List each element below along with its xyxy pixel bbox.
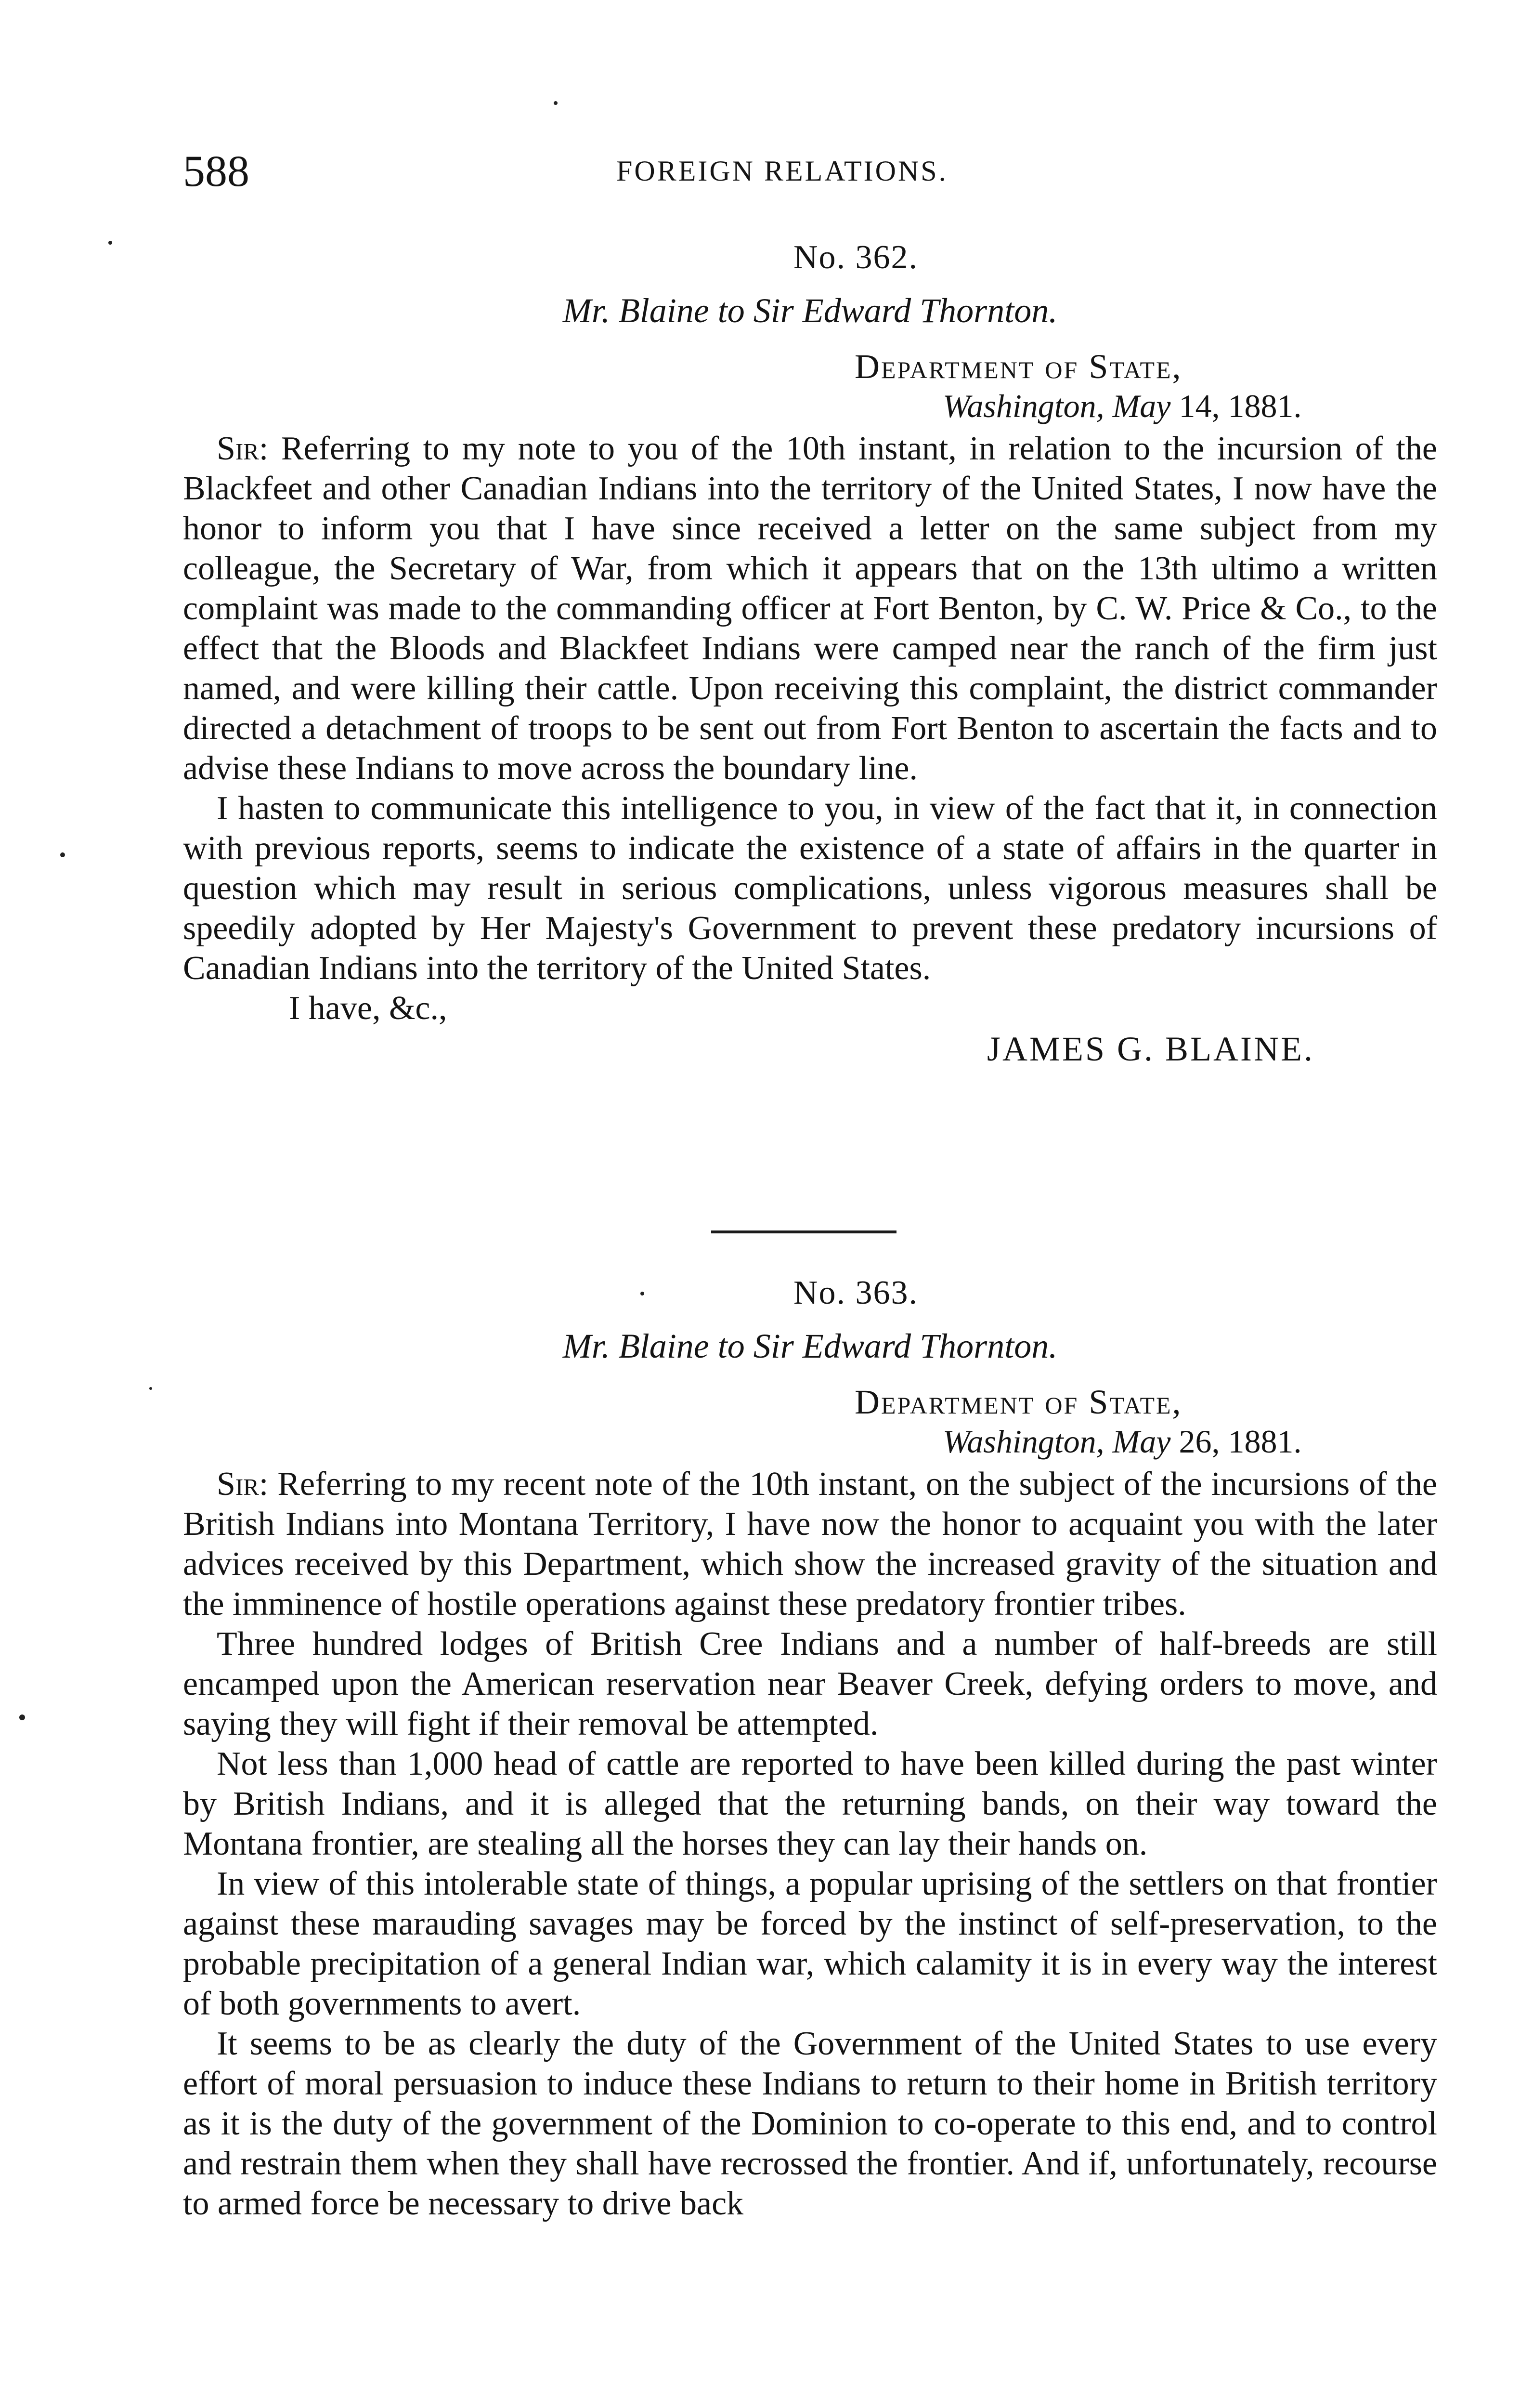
document-heading: Mr. Blaine to Sir Edward Thornton. [562,291,1058,330]
dateline [183,1382,1437,1461]
date-day-year: 26, 1881. [1179,1423,1302,1460]
department-line: Department of State, [855,1383,1182,1421]
paragraph-text: Referring to my note to you of the 10th instant, in relation to the incursion of the Blackfeet and other Canadian Indians into the territory of the United States, I now have the honor to inform you that I have since received a letter on the same subject from my colleague, the Secretary of War, from which it appears that on the 13th ultimo a written complaint was made to the commanding officer at Fort Benton, by C. W. Price & Co., to the effect that the Bloods and Blackfeet Indians were camped near the ranch of the firm just named, and were killing their cattle. Upon receiving this complaint, the district commander directed a detachment of troops to be sent out from Fort Benton to ascertain the facts and to advise these Indians to move across the boundary line. [183,430,1438,787]
running-head [183,144,1435,197]
running-title: FOREIGN RELATIONS. [616,155,948,187]
place-date-line [183,386,1437,426]
paragraph: Three hundred lodges of British Cree Indians and a number of half-breeds are still encamped upon the American reservation near Beaver Creek, defying orders to move, and saying they will fight if their removal be attempted. [183,1625,1437,1742]
date-day-year: 14, 1881. [1179,388,1302,424]
scan-speck [60,852,65,857]
scan-speck [108,241,112,245]
department-line: Department of State, [855,347,1182,386]
place-name: Washington, [943,1423,1104,1460]
scan-speck [149,1387,152,1390]
place-name: Washington, [943,388,1104,424]
letter-body [183,429,1437,988]
place-date-line [183,1422,1437,1461]
page-number: 588 [183,146,249,196]
salutation: Sir: [217,430,269,467]
paragraph: It seems to be as clearly the duty of the Government of the United States to use every effort of moral persuasion to induce these Indians to return to their home in British territory as it is the duty of the government of the Dominion to co-operate to this end, and to control and restrain them when they shall have recrossed the frontier. And if, unfortunately, recourse to armed force be necessary to drive back [183,2025,1437,2222]
paragraph: In view of this intolerable state of things, a popular uprising of the settlers on that frontier against these marauding savages may be forced by the instinct of self-preservation, to the probable precipitation of a general Indian war, which calamity it is in every way the interest of both governments to avert. [183,1865,1437,2022]
document-number: No. 363. [793,1274,919,1311]
paragraph: I hasten to communicate this intelligence to you, in view of the fact that it, in connection with previous reports, seems to indicate the existence of a state of affairs in the quarter in question which may result in serious complications, unless vigorous measures shall be speedily adopted by Her Majesty's Government to prevent these predatory incursions of Canadian Indians into the territory of the United States. [183,790,1437,987]
date-month: May [1112,1423,1171,1460]
salutation: Sir: [217,1466,269,1503]
paragraph: Not less than 1,000 head of cattle are reported to have been killed during the past winter by British Indians, and it is alleged that the returning bands, on their way toward the Montana frontier, are stealing all the horses they can lay their hands on. [183,1745,1437,1862]
paragraph-text: Referring to my recent note of the 10th instant, on the subject of the incursions of the British Indians into Montana Territory, I have now the honor to acquaint you with the later advices received by this Department, which show the increased gravity of the situation and the imminence of hostile operations against these predatory frontier tribes. [183,1466,1438,1623]
scan-speck [640,1292,644,1296]
closing: I have, &c., [289,990,447,1027]
scan-speck [19,1714,25,1720]
scan-speck [554,101,558,105]
document-heading: Mr. Blaine to Sir Edward Thornton. [562,1327,1058,1365]
paragraph [183,429,1437,788]
letter-body [183,1464,1437,2224]
signature: JAMES G. BLAINE. [987,1030,1315,1068]
letter-362 [183,236,1437,1070]
letter-363 [183,1271,1437,2224]
date-month: May [1112,388,1171,424]
document-number: No. 362. [793,239,919,276]
dateline [183,347,1437,426]
paragraph [183,1464,1437,1624]
section-divider [711,1230,896,1233]
